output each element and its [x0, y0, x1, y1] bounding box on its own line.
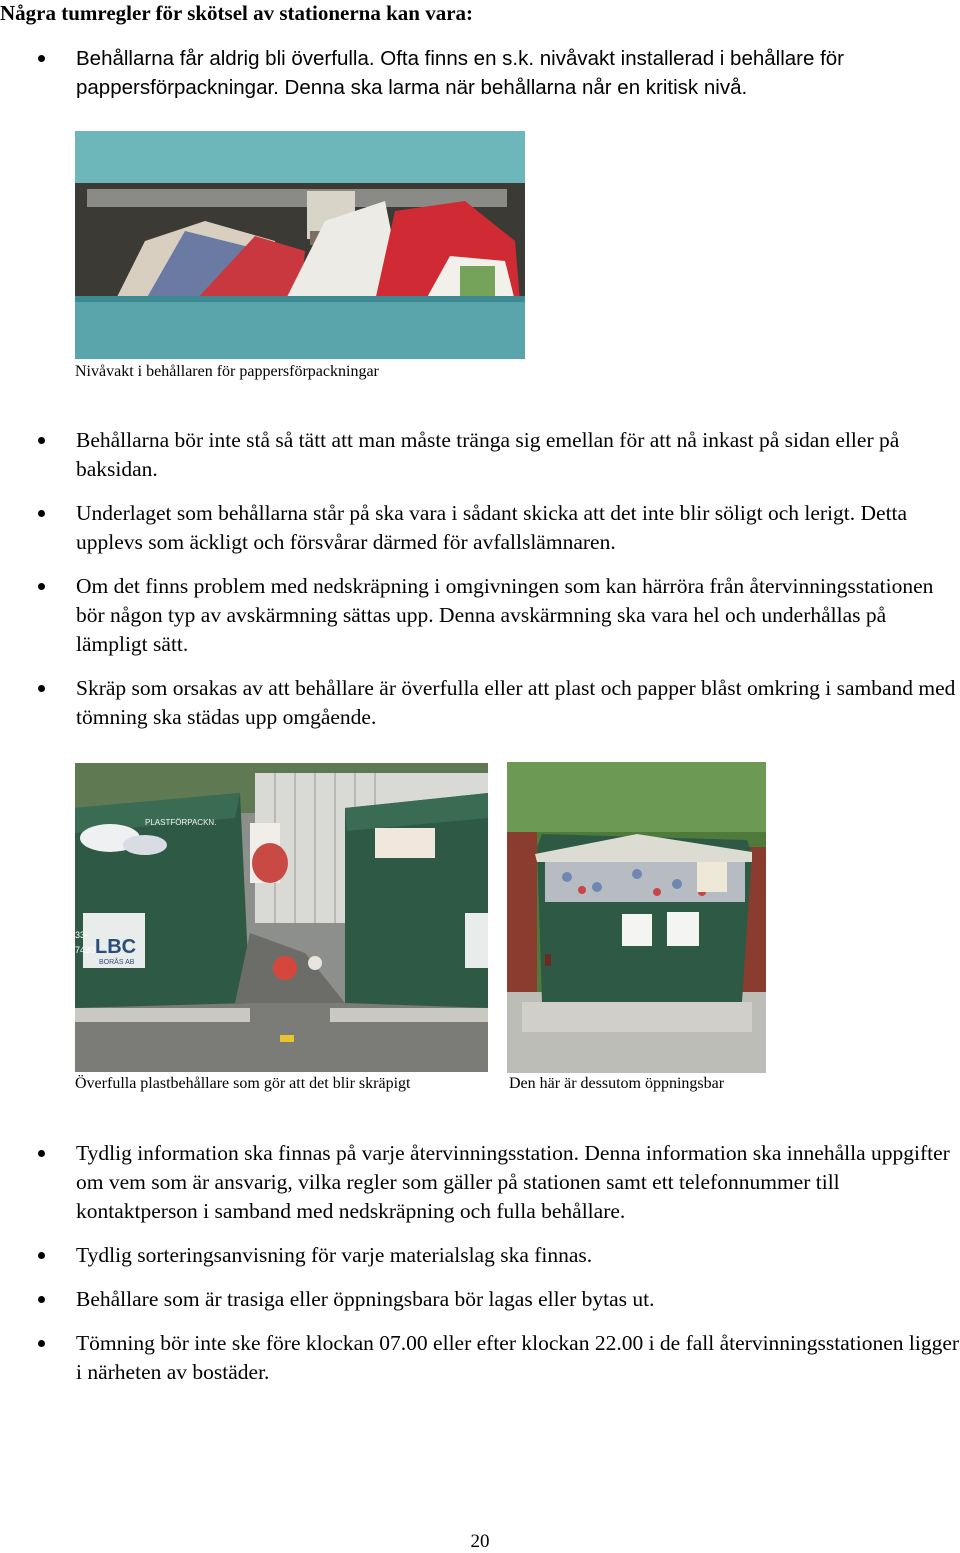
photo-openable-container	[507, 762, 766, 1073]
bullet-icon	[38, 1340, 45, 1347]
list-item: Tydlig information ska finnas på varje återvinningsstation. Denna information ska innehålla uppgifter om vem som är ansvarig, vilka regler som gäller på stationen samt ett telefonnummer till kontaktperson i samband med nedskräpning och fulla behållare.	[0, 1139, 960, 1226]
lbc-logo-sub: BORÅS AB	[99, 959, 135, 966]
list-item: Skräp som orsakas av att behållare är överfulla eller att plast och papper blåst omkring i samband med tömning ska städas upp omgående.	[0, 674, 960, 732]
page-number: 20	[470, 1531, 490, 1552]
figure-caption: Överfulla plastbehållare som gör att det blir skräpigt	[75, 1075, 411, 1092]
bullet-list-top	[0, 44, 960, 102]
list-item: Behållare som är trasiga eller öppningsbara bör lagas eller bytas ut.	[0, 1285, 960, 1314]
unit-number-b: 7430	[75, 945, 96, 955]
bullet-icon	[38, 437, 45, 444]
list-item: Behållarna får aldrig bli överfulla. Ofta finns en s.k. nivåvakt installerad i behållare för pappersförpackningar. Denna ska larma när behållarna når en kritisk nivå.	[0, 44, 960, 102]
bullet-icon	[38, 1252, 45, 1259]
bullet-icon	[38, 55, 45, 62]
photo-level-sensor	[75, 131, 525, 359]
unit-number-a: 33-	[75, 930, 89, 940]
bullet-icon	[38, 1296, 45, 1303]
bullet-icon	[38, 1150, 45, 1157]
list-item: Tömning bör inte ske före klockan 07.00 eller efter klockan 22.00 i de fall återvinningsstationen ligger i närheten av bostäder.	[0, 1329, 960, 1387]
list-item: Underlaget som behållarna står på ska vara i sådant skicka att det inte blir söligt och lerigt. Detta upplevs som äckligt och försvårar därmed för avfallslämnaren.	[0, 499, 960, 557]
list-item: Behållarna bör inte stå så tätt att man måste tränga sig emellan för att nå inkast på sidan eller på baksidan.	[0, 426, 960, 484]
section-heading: Några tumregler för skötsel av stationerna kan vara:	[0, 1, 474, 25]
lbc-logo: LBC	[95, 936, 137, 958]
bullet-list-middle	[0, 426, 960, 732]
list-item: Tydlig sorteringsanvisning för varje materialslag ska finnas.	[0, 1241, 960, 1270]
bullet-icon	[38, 685, 45, 692]
container-sign: PLASTFÖRPACKN.	[145, 818, 217, 827]
figure-caption: Nivåvakt i behållaren för pappersförpackningar	[75, 363, 379, 380]
list-item: Om det finns problem med nedskräpning i omgivningen som kan härröra från återvinningsstationen bör någon typ av avskärmning sättas upp. Denna avskärmning ska vara hel och underhållas på lämpligt sätt.	[0, 572, 960, 659]
bullet-icon	[38, 510, 45, 517]
figure-caption: Den här är dessutom öppningsbar	[509, 1075, 725, 1092]
photo-overfull-containers	[75, 763, 488, 1072]
bullet-list-bottom	[0, 1139, 960, 1387]
bullet-icon	[38, 583, 45, 590]
